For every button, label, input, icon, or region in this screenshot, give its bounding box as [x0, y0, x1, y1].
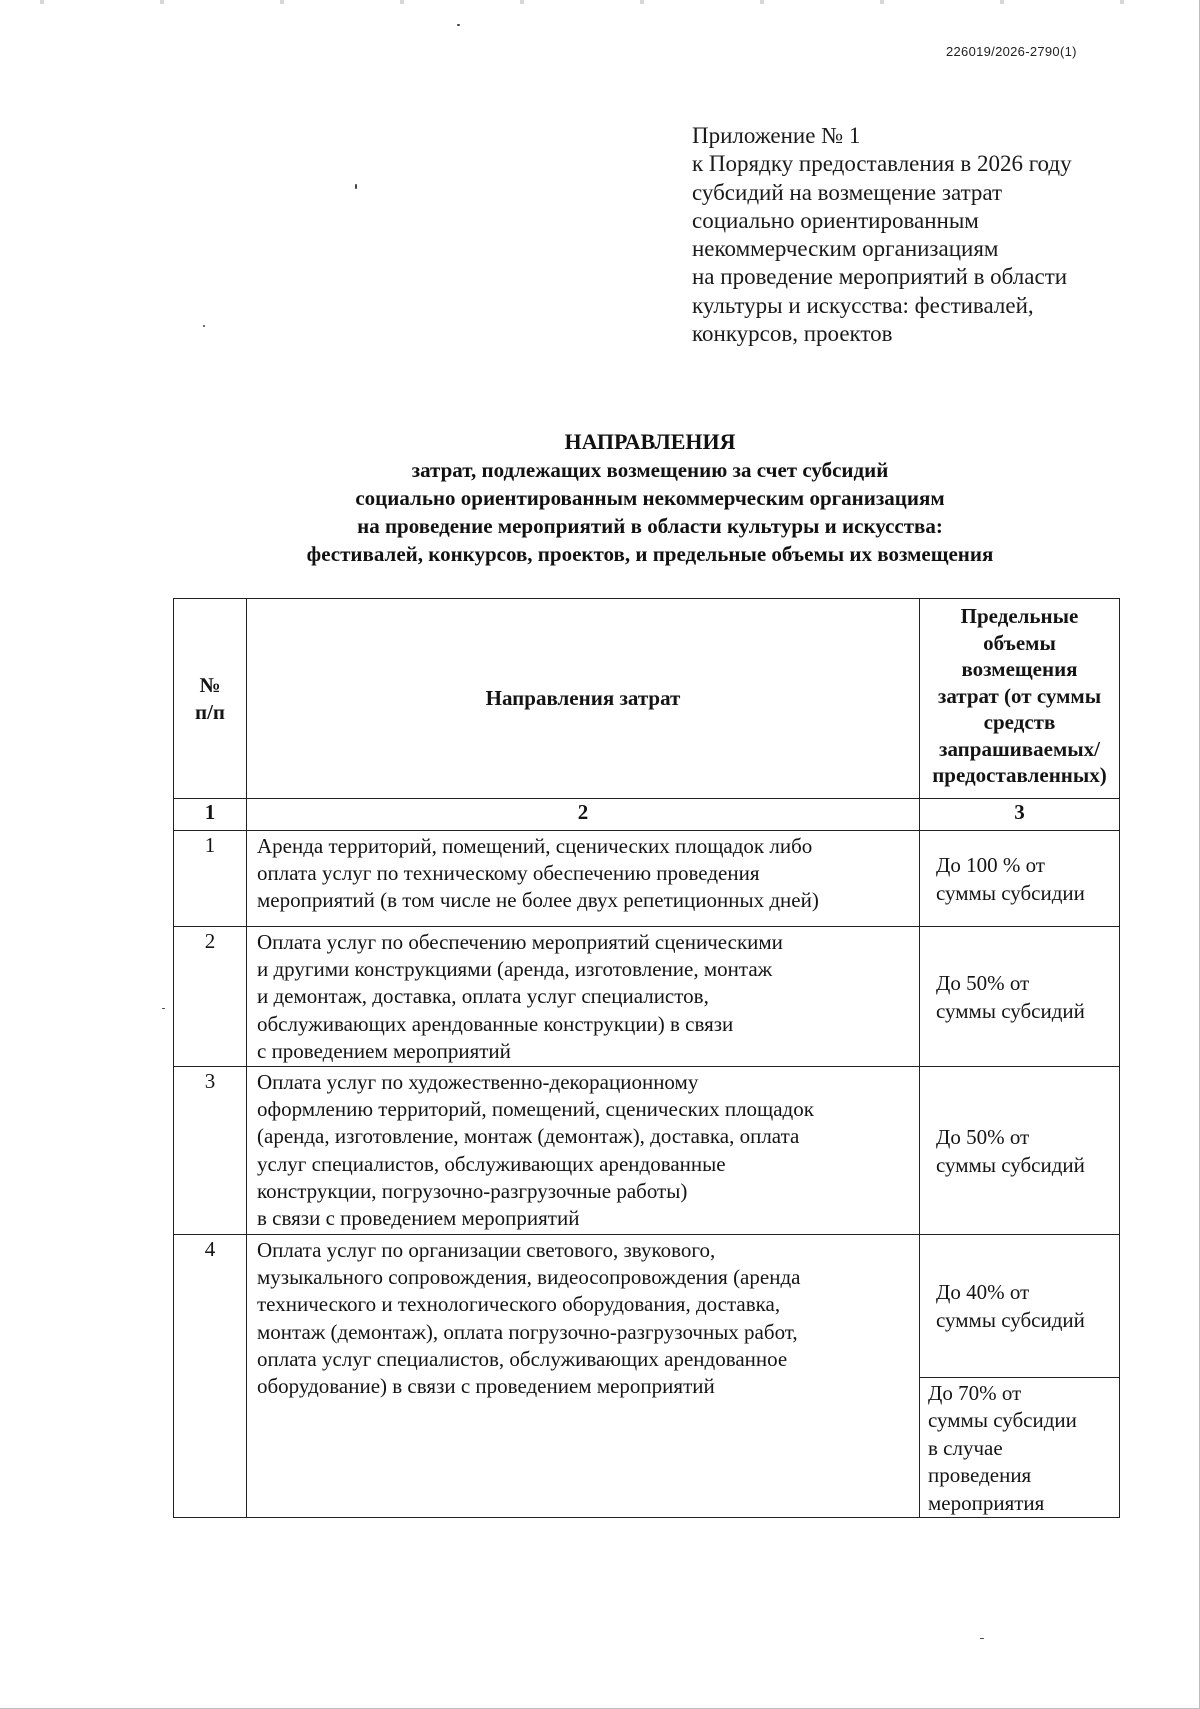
- header-limit-line: предоставленных): [932, 763, 1107, 787]
- heading-title: НАПРАВЛЕНИЯ: [564, 429, 736, 454]
- heading-line: затрат, подлежащих возмещению за счет субсидий: [411, 458, 889, 482]
- row-limit-nested: [920, 1235, 1119, 1517]
- table-header-row: [174, 599, 1120, 799]
- row-limit-alt: [920, 1377, 1119, 1517]
- row-text-line: обслуживающих арендованные конструкции) в связи: [257, 1011, 734, 1036]
- table-row: [174, 831, 1120, 927]
- row-limit-line: До 70% от: [928, 1380, 1022, 1405]
- row-limit: [920, 831, 1120, 927]
- row-limit: [920, 927, 1120, 1067]
- document-id: 226019/2026-2790(1): [946, 44, 1077, 59]
- row-description: [247, 927, 920, 1067]
- row-text-line: оформлению территорий, помещений, сценических площадок: [257, 1097, 814, 1122]
- row-text-line: и другими конструкциями (аренда, изготовление, монтаж: [257, 957, 773, 982]
- row-number: 1: [174, 831, 247, 927]
- row-text-line: оплата услуг по техническому обеспечению проведения: [257, 861, 760, 886]
- appendix-block: [692, 122, 1112, 348]
- header-direction: Направления затрат: [247, 599, 920, 799]
- scan-speck: [162, 1008, 165, 1009]
- header-limit-line: объемы: [983, 630, 1056, 655]
- appendix-line: к Порядку предоставления в 2026 году: [692, 151, 1072, 177]
- row-text-line: Оплата услуг по обеспечению мероприятий сценическими: [257, 930, 783, 954]
- appendix-line: субсидий на возмещение затрат: [692, 179, 1003, 205]
- row-text-line: оплата услуг специалистов, обслуживающих арендованное: [257, 1346, 788, 1371]
- row-text-line: в связи с проведением мероприятий: [257, 1206, 580, 1231]
- header-limit: [920, 599, 1120, 799]
- row-limit-line: До 100 % от: [936, 852, 1045, 877]
- header-number-line: №: [199, 672, 221, 697]
- column-index: 3: [920, 799, 1120, 831]
- row-limit: [920, 1235, 1119, 1377]
- table-row: [174, 1235, 1120, 1518]
- row-limit-line: суммы субсидий: [936, 1307, 1085, 1332]
- document-heading: [150, 428, 1150, 568]
- row-limit-line: суммы субсидии: [936, 880, 1085, 905]
- row-limit-line: суммы субсидий: [936, 1152, 1085, 1177]
- header-limit-line: запрашиваемых/: [939, 736, 1100, 761]
- row-text-line: конструкции, погрузочно-разгрузочные работы): [257, 1178, 688, 1203]
- row-text-line: услуг специалистов, обслуживающих арендованные: [257, 1151, 726, 1176]
- header-limit-line: затрат (от суммы: [937, 683, 1102, 708]
- row-text-line: (аренда, изготовление, монтаж (демонтаж), доставка, оплата: [257, 1124, 800, 1149]
- appendix-line: социально ориентированным: [692, 207, 979, 233]
- header-number-line: п/п: [194, 699, 226, 724]
- cost-directions-table: [173, 598, 1120, 1518]
- row-text-line: Оплата услуг по организации светового, звукового,: [257, 1238, 716, 1262]
- heading-line: фестивалей, конкурсов, проектов, и предельные объемы их возмещения: [306, 542, 994, 566]
- row-text-line: с проведением мероприятий: [257, 1038, 511, 1063]
- scan-speck: [203, 325, 205, 327]
- appendix-line: конкурсов, проектов: [692, 321, 893, 347]
- row-text-line: монтаж (демонтаж), оплата погрузочно-разгрузочных работ,: [257, 1319, 798, 1344]
- heading-line: социально ориентированным некоммерческим организациям: [355, 486, 945, 510]
- row-limit-line: До 40% от: [936, 1279, 1030, 1304]
- row-limit-split: [920, 1235, 1120, 1518]
- row-limit-line: мероприятия: [928, 1490, 1045, 1515]
- header-limit-line: Предельные: [960, 604, 1079, 628]
- row-description: [247, 831, 920, 927]
- row-text-line: Оплата услуг по художественно-декорационному: [257, 1070, 699, 1094]
- row-limit: [920, 1067, 1120, 1235]
- row-limit-line: проведения: [928, 1463, 1032, 1487]
- row-number: 3: [174, 1067, 247, 1235]
- row-text-line: и демонтаж, доставка, оплата услуг специалистов,: [257, 984, 709, 1009]
- appendix-line: некоммерческим организациям: [692, 236, 999, 262]
- table-row: [174, 1067, 1120, 1235]
- row-limit-line: в случае: [928, 1435, 1003, 1460]
- scan-edge-noise: [0, 0, 1200, 4]
- table-row: [174, 927, 1120, 1067]
- row-limit-line: суммы субсидий: [936, 998, 1085, 1023]
- row-limit-line: До 50% от: [936, 1124, 1030, 1149]
- row-number: 4: [174, 1235, 247, 1518]
- column-index-row: [174, 799, 1120, 831]
- row-text-line: оборудование) в связи с проведением мероприятий: [257, 1374, 715, 1399]
- appendix-line: культуры и искусства: фестивалей,: [692, 292, 1034, 318]
- column-index: 2: [247, 799, 920, 831]
- scan-speck: [457, 24, 460, 26]
- heading-line: на проведение мероприятий в области культуры и искусства:: [357, 514, 943, 538]
- header-limit-line: средств: [983, 710, 1056, 734]
- row-number: 2: [174, 927, 247, 1067]
- appendix-line: Приложение № 1: [692, 123, 861, 148]
- row-text-line: музыкального сопровождения, видеосопровождения (аренда: [257, 1265, 801, 1290]
- scan-speck: [355, 184, 357, 189]
- column-index: 1: [174, 799, 247, 831]
- row-limit-line: суммы субсидии: [928, 1408, 1077, 1432]
- header-limit-line: возмещения: [961, 657, 1078, 681]
- appendix-line: на проведение мероприятий в области: [692, 264, 1068, 290]
- row-text-line: Аренда территорий, помещений, сценических площадок либо: [257, 834, 813, 858]
- row-text-line: технического и технологического оборудования, доставка,: [257, 1292, 781, 1317]
- row-description: [247, 1067, 920, 1235]
- row-description: [247, 1235, 920, 1518]
- row-text-line: мероприятий (в том числе не более двух репетиционных дней): [257, 888, 819, 913]
- header-number: [174, 599, 247, 799]
- scan-speck: [980, 1638, 984, 1639]
- row-limit-line: До 50% от: [936, 970, 1030, 995]
